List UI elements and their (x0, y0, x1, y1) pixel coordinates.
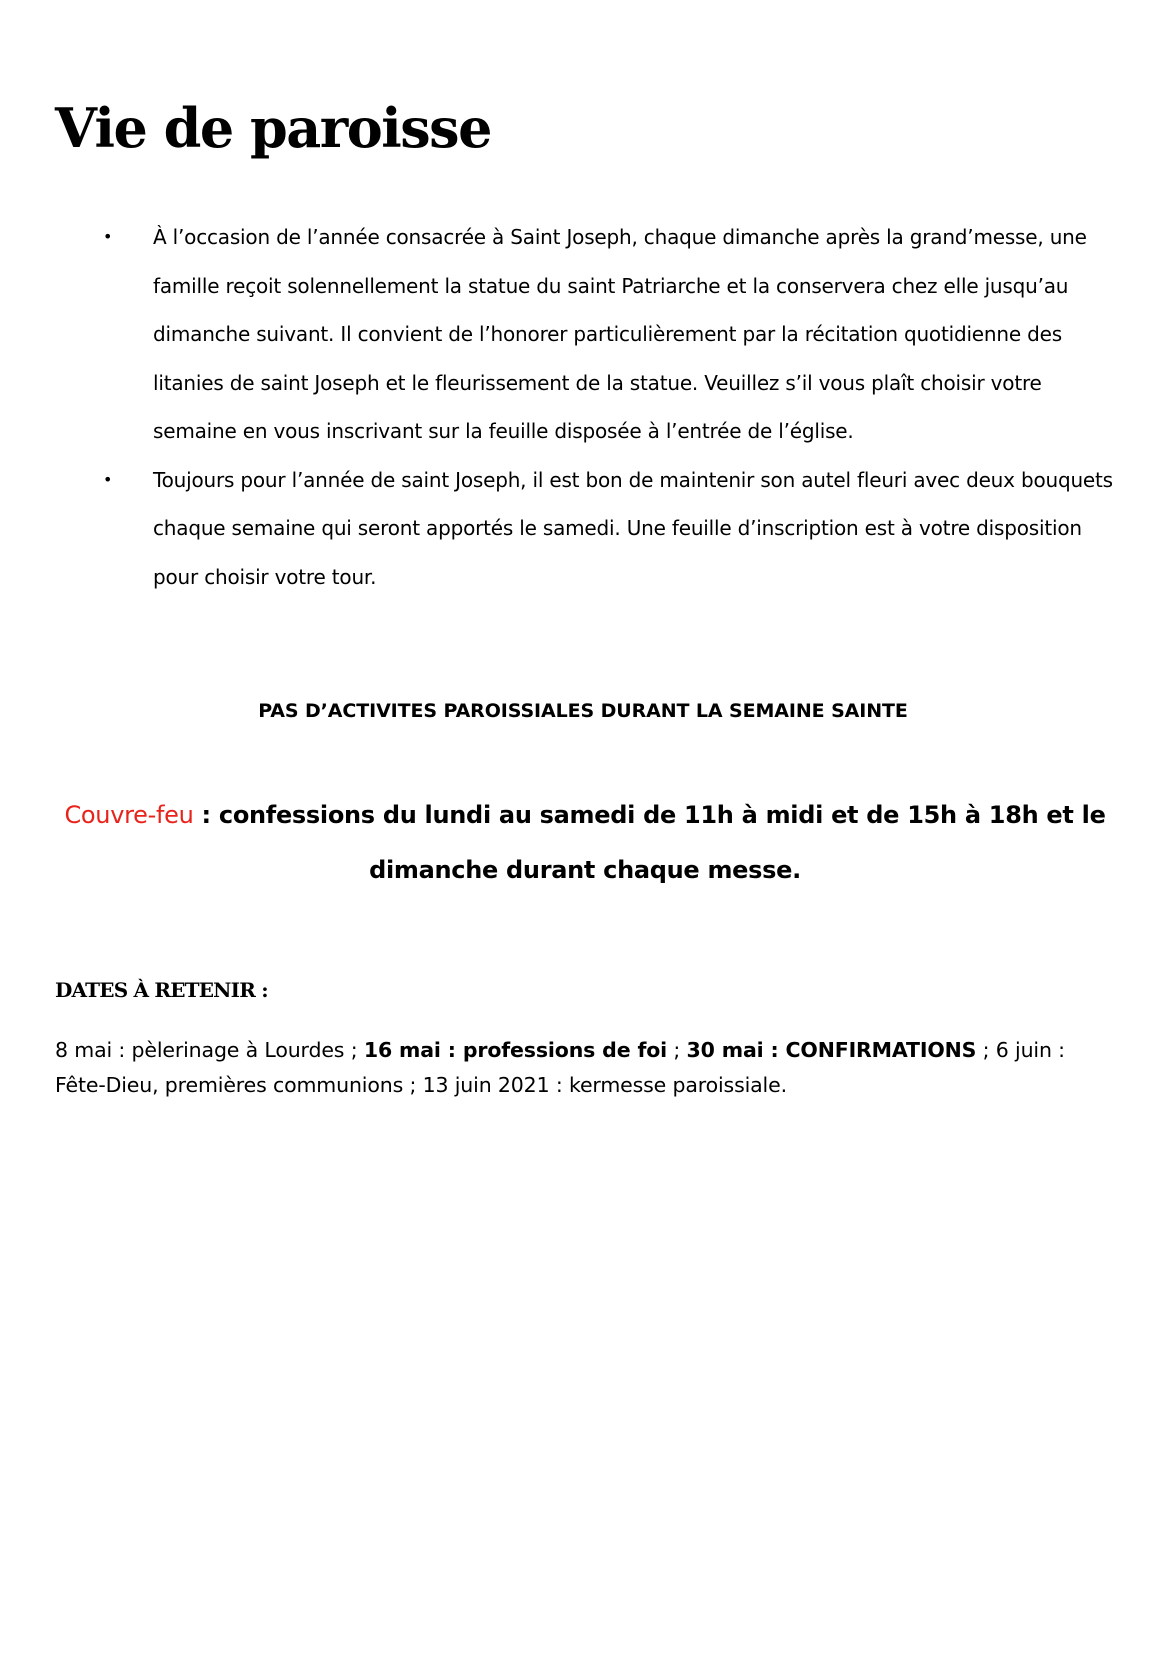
curfew-text: : confessions du lundi au samedi de 11h à midi et de 15h à 18h et le dimanche durant chaque messe. (193, 801, 1106, 884)
list-item-text: À l’occasion de l’année consacrée à Saint Joseph, chaque dimanche après la grand’messe, une famille reçoit solennellement la statue du saint Patriarche et la conservera chez elle jusqu’au dimanche suivant. Il convient de l’honorer particulièrement par la récitation quotidienne des litanies de saint Joseph et le fleurissement de la statue. Veuillez s’il vous plaît choisir votre semaine en vous inscrivant sur la feuille disposée à l’entrée de l’église. (153, 225, 1087, 443)
curfew-confessions (55, 788, 1115, 898)
dates-heading: DATES À RETENIR : (55, 978, 268, 1002)
bullet-icon (103, 213, 112, 262)
list-item (0, 213, 1125, 456)
date-text: ; 6 juin : Fête-Dieu, premières communions ; 13 juin 2021 : kermesse paroissiale. (55, 1038, 1065, 1097)
date-highlight: 16 mai : professions de foi (363, 1038, 668, 1062)
dates-paragraph (55, 1033, 1120, 1103)
bullet-icon (103, 456, 112, 505)
holy-week-notice: PAS D’ACTIVITES PAROISSIALES DURANT LA SEMAINE SAINTE (258, 700, 908, 722)
date-text: 8 mai : pèlerinage à Lourdes ; (55, 1038, 364, 1062)
list-item-text: Toujours pour l’année de saint Joseph, il est bon de maintenir son autel fleuri avec deux bouquets chaque semaine qui seront apportés le samedi. Une feuille d’inscription est à votre disposition pour choisir votre tour. (153, 467, 1113, 589)
announcement-list (0, 213, 1166, 601)
date-highlight: 30 mai : CONFIRMATIONS (686, 1038, 977, 1062)
list-item (0, 456, 1125, 602)
curfew-label: Couvre-feu (64, 801, 194, 829)
date-separator: ; (667, 1038, 687, 1062)
page-title: Vie de paroisse (55, 96, 491, 160)
